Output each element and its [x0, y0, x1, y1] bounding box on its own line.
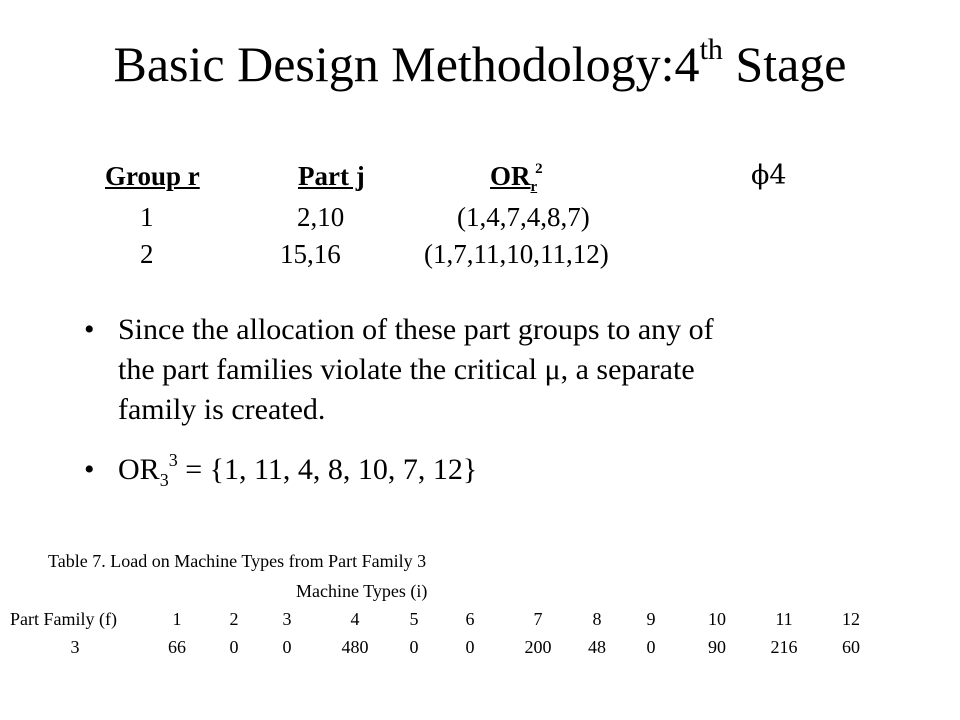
load-value: 216 [770, 637, 798, 657]
load-value: 0 [282, 637, 292, 657]
bullet-line-2: the part families violate the critical μ, a separate [118, 353, 695, 386]
slide-title: Basic Design Methodology:4th Stage [113, 33, 847, 92]
header-part: Part j [298, 161, 365, 191]
load-value: 60 [842, 637, 860, 657]
bullet-line-3: family is created. [118, 393, 326, 426]
row2-group: 2 [140, 239, 154, 269]
row1-group: 1 [140, 202, 154, 232]
load-value: 90 [708, 637, 726, 657]
table-subcaption: Machine Types (i) [296, 581, 428, 601]
header-group: Group r [105, 161, 200, 191]
load-value: 480 [341, 637, 369, 657]
row-label: Part Family (f) [10, 609, 117, 629]
machine-col-12: 12 [842, 609, 860, 629]
bullet-dot: • [84, 313, 95, 346]
machine-col-10: 10 [708, 609, 726, 629]
load-value: 200 [524, 637, 552, 657]
load-value: 66 [168, 637, 186, 657]
bullet-line-1: Since the allocation of these part groups to any of [118, 313, 714, 346]
machine-col-11: 11 [775, 609, 793, 629]
table-caption: Table 7. Load on Machine Types from Part Family 3 [48, 551, 427, 571]
machine-col-3: 3 [282, 609, 292, 629]
machine-col-5: 5 [409, 609, 419, 629]
row1-or: (1,4,7,4,8,7) [457, 202, 590, 232]
machine-col-7: 7 [533, 609, 543, 629]
family-value: 3 [70, 637, 80, 657]
load-value: 0 [465, 637, 475, 657]
bullet-dot: • [84, 453, 95, 486]
load-value: 48 [588, 637, 606, 657]
row1-parts: 2,10 [297, 202, 345, 232]
machine-col-9: 9 [646, 609, 656, 629]
load-value: 0 [646, 637, 656, 657]
load-value: 0 [409, 637, 419, 657]
machine-col-6: 6 [465, 609, 475, 629]
machine-col-1: 1 [172, 609, 182, 629]
header-phi: ϕ4 [751, 160, 787, 191]
load-value: 0 [229, 637, 239, 657]
bullet-or3: • $OR_3^3 = \{1$, 11, 4, 8, 10, 7, 12} [84, 450, 478, 490]
bullet-allocation [84, 310, 714, 430]
row2-parts: 15,16 [280, 239, 341, 269]
machine-col-8: 8 [592, 609, 602, 629]
row2-or: (1,7,11,10,11,12) [424, 239, 609, 269]
machine-col-2: 2 [229, 609, 239, 629]
machine-col-4: 4 [350, 609, 360, 629]
header-or: $OR_r^2$ [490, 161, 543, 195]
